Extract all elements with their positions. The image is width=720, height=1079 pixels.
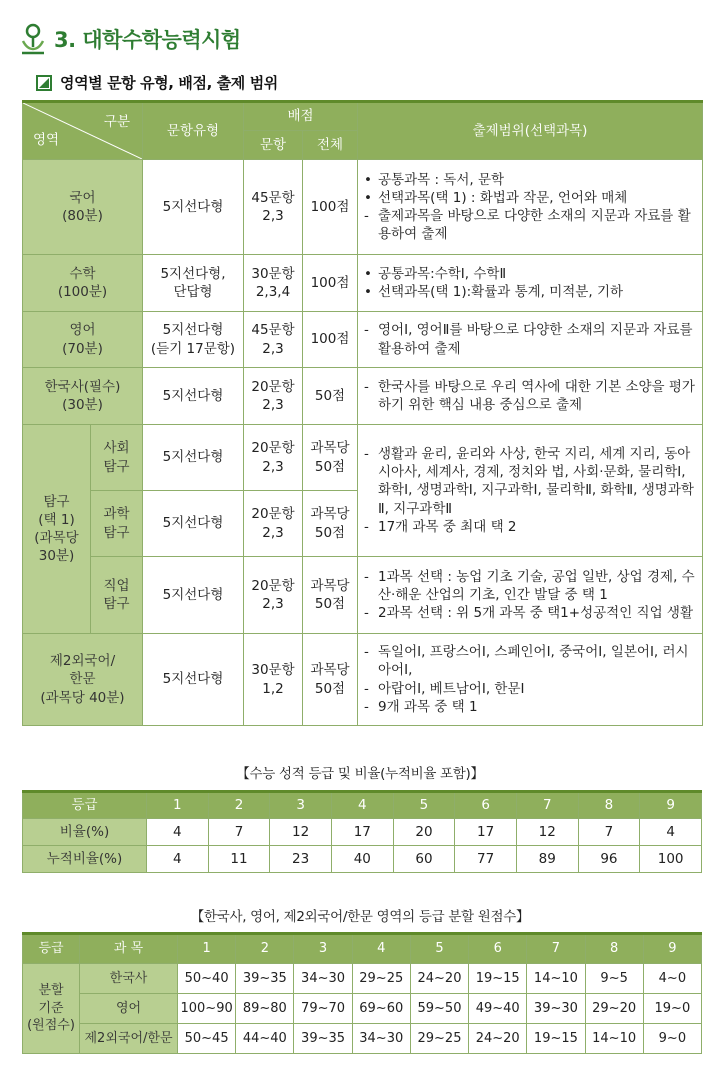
header-cell: 8 <box>578 792 640 819</box>
table-cell: 40 <box>331 846 393 873</box>
range-cell <box>358 425 703 557</box>
table-cell: 17 <box>331 819 393 846</box>
cell-line: 5지선다형 <box>162 671 224 688</box>
cell-line: 5지선다형 <box>162 515 224 532</box>
bullet-marker: - <box>364 568 369 585</box>
type-cell <box>143 255 244 312</box>
bullet-marker: - <box>364 518 369 535</box>
cell-line: 2,3 <box>262 397 284 413</box>
table-cell: 17 <box>455 819 517 846</box>
sub-social <box>91 425 143 491</box>
cell-line: 20문항 <box>251 440 295 457</box>
cell-line: (100분) <box>57 284 108 300</box>
subject-cell: 한국사 <box>80 964 178 994</box>
range-text: 선택과목(택 1):확률과 통계, 미적분, 기하 <box>378 284 624 300</box>
cell-line: 5지선다형 <box>162 198 224 215</box>
cell-line: 5지선다형 <box>162 586 224 603</box>
items-cell <box>244 312 303 368</box>
range-item <box>364 643 696 679</box>
header-cell: 과 목 <box>80 934 178 964</box>
table-cell: 20 <box>393 819 455 846</box>
range-text: 출제과목을 바탕으로 다양한 소재의 지문과 자료를 활용하여 출제 <box>378 208 691 243</box>
table-cell: 비율(%) <box>23 819 147 846</box>
cell-line: 45문항 <box>251 189 295 206</box>
table-cell: 12 <box>516 819 578 846</box>
range-text: 생활과 윤리, 윤리와 사상, 한국 지리, 세계 지리, 동아시아사, 세계사, 경제, 정치와 법, 사회·문화, 물리학Ⅰ, 화학Ⅰ, 생명과학Ⅰ, 지구과학Ⅰ, 물리학Ⅱ, 화학Ⅱ, 생명과학Ⅱ, 지구과학Ⅱ <box>378 445 694 517</box>
range-item <box>364 518 696 536</box>
cell-line: 30문항 <box>251 265 295 282</box>
range-item <box>364 283 696 301</box>
cell-line: 탐구 <box>43 493 70 510</box>
table-cell: 19~15 <box>469 964 527 994</box>
range-cell <box>358 557 703 634</box>
table-cell: 34~30 <box>294 964 352 994</box>
bullet-marker: - <box>364 680 369 697</box>
cell-line: 20문항 <box>251 577 295 594</box>
range-item <box>364 568 696 604</box>
cell-line: 20문항 <box>251 378 295 395</box>
type-cell <box>143 491 244 557</box>
grade-cut-table <box>22 932 702 1054</box>
cell-line: 100점 <box>310 198 350 215</box>
table-cell: 7 <box>208 819 270 846</box>
cell-line: 2,3 <box>262 596 284 612</box>
header-diagonal-cell <box>23 102 143 160</box>
header-cell: 5 <box>410 934 468 964</box>
cell-line: 과목당 <box>310 577 350 594</box>
area-english <box>23 312 143 368</box>
bullet-marker: • <box>364 171 372 188</box>
header-cell: 4 <box>352 934 410 964</box>
range-cell <box>358 160 703 255</box>
items-cell <box>244 557 303 634</box>
table-cell: 79~70 <box>294 994 352 1024</box>
items-cell <box>244 368 303 425</box>
table-cell: 39~30 <box>527 994 585 1024</box>
total-cell <box>303 255 358 312</box>
header-cell: 등급 <box>23 792 147 819</box>
range-item <box>364 189 696 207</box>
cell-line: 한문 <box>69 671 96 688</box>
table-row <box>23 819 702 846</box>
type-cell <box>143 557 244 634</box>
table-cell: 77 <box>455 846 517 873</box>
cell-line: 2,3 <box>262 208 284 224</box>
cell-line: 국어 <box>69 189 96 206</box>
items-cell <box>244 491 303 557</box>
cell-line: 50점 <box>314 680 346 697</box>
cell-line: 2,3,4 <box>255 284 291 300</box>
page-title: 3. 대학수학능력시험 <box>54 28 241 52</box>
header-cell: 5 <box>393 792 455 819</box>
cell-line: 5지선다형 <box>162 322 224 339</box>
table-cell: 4 <box>147 846 209 873</box>
cell-line: 30문항 <box>251 662 295 679</box>
cell-line: (듣기 17문항) <box>150 340 236 357</box>
header-cell: 2 <box>208 792 270 819</box>
cell-line: 2,3 <box>262 340 284 357</box>
cell-line: 100점 <box>310 331 350 348</box>
header-cell: 1 <box>178 934 236 964</box>
range-text: 공통과목 : 독서, 문학 <box>378 171 505 188</box>
table-cell: 100~90 <box>178 994 236 1024</box>
subsection-heading <box>36 72 278 93</box>
range-text: 17개 과목 중 최대 택 2 <box>378 518 517 535</box>
cell-line: (80분) <box>62 208 103 224</box>
bullet-marker: - <box>364 445 369 462</box>
table-cell: 44~40 <box>236 1024 294 1054</box>
cell-line: 탐구 <box>103 596 130 612</box>
header-items: 문항 <box>244 131 303 160</box>
sub-science <box>91 491 143 557</box>
table-cell: 49~40 <box>469 994 527 1024</box>
subject-cell: 영어 <box>80 994 178 1024</box>
range-item <box>364 207 696 243</box>
range-text: 영어Ⅰ, 영어Ⅱ를 바탕으로 다양한 소재의 지문과 자료를 활용하여 출제 <box>378 322 693 357</box>
table-cell: 23 <box>270 846 332 873</box>
header-cell: 7 <box>516 792 578 819</box>
table-cell: 39~35 <box>236 964 294 994</box>
range-item <box>364 321 696 357</box>
table-cell: 12 <box>270 819 332 846</box>
table-cell: 34~30 <box>352 1024 410 1054</box>
table-cell: 19~15 <box>527 1024 585 1054</box>
range-item <box>364 265 696 283</box>
header-cell: 6 <box>455 792 517 819</box>
table-cell: 60 <box>393 846 455 873</box>
type-cell <box>143 160 244 255</box>
table-cell: 29~20 <box>585 994 643 1024</box>
header-score: 배점 <box>244 102 358 131</box>
cell-line: 45문항 <box>251 322 295 339</box>
table-cell: 89 <box>516 846 578 873</box>
table-cell: 50~40 <box>178 964 236 994</box>
header-gubun: 구분 <box>103 114 130 130</box>
cell-line: 영어 <box>69 322 96 339</box>
bullet-marker: • <box>364 189 372 206</box>
table-cell: 4 <box>640 819 702 846</box>
cell-line: (과목당 40분) <box>40 689 125 706</box>
cell-line: 50점 <box>314 387 346 404</box>
cut-caption: 【한국사, 영어, 제2외국어/한문 영역의 등급 분할 원점수】 <box>190 909 530 925</box>
range-text: 아랍어Ⅰ, 베트남어Ⅰ, 한문Ⅰ <box>378 680 525 697</box>
table-cell: 69~60 <box>352 994 410 1024</box>
items-cell <box>244 160 303 255</box>
table-row <box>23 1024 702 1054</box>
cell-line: 제2외국어/ <box>49 653 116 670</box>
cell-line: 50점 <box>314 458 346 475</box>
items-cell <box>244 255 303 312</box>
items-cell <box>244 634 303 726</box>
type-cell <box>143 425 244 491</box>
total-cell <box>303 312 358 368</box>
cell-line: 30분) <box>38 548 75 565</box>
area-history <box>23 368 143 425</box>
cell-line: 탐구 <box>103 524 130 541</box>
header-cell: 1 <box>147 792 209 819</box>
cell-line: 5지선다형 <box>162 387 224 404</box>
table-cell: 39~35 <box>294 1024 352 1054</box>
cell-line: 사회 <box>103 440 130 457</box>
table-cell: 100 <box>640 846 702 873</box>
range-item <box>364 445 696 518</box>
square-corner-icon <box>36 75 52 91</box>
cell-line: 직업 <box>103 577 130 594</box>
cell-line: 기준 <box>38 1000 64 1016</box>
ratio-caption: 【수능 성적 등급 및 비율(누적비율 포함)】 <box>236 766 484 782</box>
header-cell: 등급 <box>23 934 80 964</box>
table-cell: 14~10 <box>527 964 585 994</box>
range-cell <box>358 368 703 425</box>
cell-line: 5지선다형, <box>160 265 226 282</box>
area-inquiry <box>23 425 91 634</box>
range-text: 한국사를 바탕으로 우리 역사에 대한 기본 소양을 평가하기 위한 핵심 내용 중심으로 출제 <box>378 378 695 413</box>
range-item <box>364 680 696 698</box>
range-text: 독일어Ⅰ, 프랑스어Ⅰ, 스페인어Ⅰ, 중국어Ⅰ, 일본어Ⅰ, 러시아어Ⅰ, <box>378 644 689 679</box>
header-area: 영역 <box>33 131 60 148</box>
header-cell: 3 <box>270 792 332 819</box>
bullet-marker: - <box>364 378 369 395</box>
header-cell: 8 <box>585 934 643 964</box>
cell-line: (과목당 <box>34 530 79 546</box>
cell-line: (택 1) <box>38 511 75 528</box>
header-cell: 7 <box>527 934 585 964</box>
total-cell <box>303 491 358 557</box>
header-cell: 2 <box>236 934 294 964</box>
area-korean <box>23 160 143 255</box>
range-text: 선택과목(택 1) : 화법과 작문, 언어와 매체 <box>378 189 628 206</box>
cell-line: 2,3 <box>262 458 284 475</box>
range-cell <box>358 312 703 368</box>
table-cell: 19~0 <box>643 994 701 1024</box>
section-title <box>20 22 241 56</box>
table-cell: 29~25 <box>352 964 410 994</box>
person-leaf-icon <box>20 23 46 55</box>
header-cell: 9 <box>640 792 702 819</box>
cell-line: 50점 <box>314 596 346 612</box>
bullet-marker: - <box>364 605 369 622</box>
range-cell <box>358 634 703 726</box>
group-label <box>23 964 80 1054</box>
total-cell <box>303 368 358 425</box>
total-cell <box>303 425 358 491</box>
cell-line: 과목당 <box>310 506 350 523</box>
cell-line: 분할 <box>38 983 64 999</box>
range-cell <box>358 255 703 312</box>
table-cell: 9~5 <box>585 964 643 994</box>
range-item <box>364 698 696 716</box>
table-cell: 11 <box>208 846 270 873</box>
table-row <box>23 994 702 1024</box>
table-cell: 9~0 <box>643 1024 701 1054</box>
table-cell: 24~20 <box>410 964 468 994</box>
area-math <box>23 255 143 312</box>
table-row <box>23 846 702 873</box>
area-foreign <box>23 634 143 726</box>
header-type: 문항유형 <box>143 102 244 160</box>
subject-table <box>22 100 703 726</box>
cell-line: 5지선다형 <box>162 449 224 466</box>
cell-line: 과목당 <box>310 440 350 457</box>
range-item <box>364 604 696 622</box>
bullet-marker: • <box>364 265 372 282</box>
cell-line: 단답형 <box>173 284 213 300</box>
bullet-marker: - <box>364 698 369 715</box>
type-cell <box>143 634 244 726</box>
table-cell: 59~50 <box>410 994 468 1024</box>
subtitle: 영역별 문항 유형, 배점, 출제 범위 <box>60 74 278 92</box>
cell-line: 1,2 <box>262 680 284 697</box>
table-cell: 14~10 <box>585 1024 643 1054</box>
items-cell <box>244 425 303 491</box>
table-row <box>23 792 702 819</box>
sub-vocational <box>91 557 143 634</box>
total-cell <box>303 557 358 634</box>
header-range: 출제범위(선택과목) <box>358 102 703 160</box>
range-text: 공통과목:수학Ⅰ, 수학Ⅱ <box>378 265 507 282</box>
table-cell: 29~25 <box>410 1024 468 1054</box>
cell-line: (30분) <box>62 397 103 413</box>
cell-line: (70분) <box>62 340 103 357</box>
bullet-marker: - <box>364 322 369 339</box>
cell-line: 2,3 <box>262 524 284 541</box>
table-cell: 89~80 <box>236 994 294 1024</box>
header-total: 전체 <box>303 131 358 160</box>
header-cell: 3 <box>294 934 352 964</box>
table-cell: 50~45 <box>178 1024 236 1054</box>
type-cell <box>143 368 244 425</box>
bullet-marker: • <box>364 284 372 300</box>
range-text: 9개 과목 중 택 1 <box>378 698 478 715</box>
range-text: 1과목 선택 : 농업 기초 기술, 공업 일반, 상업 경제, 수산·해운 산업의 기초, 인간 발달 중 택 1 <box>378 568 695 603</box>
total-cell <box>303 634 358 726</box>
table-header-row <box>23 934 702 964</box>
table-cell: 7 <box>578 819 640 846</box>
header-cell: 4 <box>331 792 393 819</box>
range-item <box>364 171 696 189</box>
range-text: 2과목 선택 : 위 5개 과목 중 택1+성공적인 직업 생활 <box>378 605 693 622</box>
cell-line: 과학 <box>103 506 130 523</box>
range-item <box>364 378 696 414</box>
table-cell: 누적비율(%) <box>23 846 147 873</box>
cell-line: 탐구 <box>103 458 130 475</box>
table-row <box>23 964 702 994</box>
subject-cell: 제2외국어/한문 <box>80 1024 178 1054</box>
total-cell <box>303 160 358 255</box>
cell-line: 수학 <box>69 265 96 282</box>
cell-line: (원점수) <box>27 1018 75 1034</box>
cell-line: 과목당 <box>310 662 350 679</box>
header-cell: 6 <box>469 934 527 964</box>
cell-line: 한국사(필수) <box>44 378 121 395</box>
header-cell: 9 <box>643 934 701 964</box>
cell-line: 100점 <box>310 274 350 291</box>
bullet-marker: - <box>364 644 369 661</box>
bullet-marker: - <box>364 208 369 224</box>
table-cell: 24~20 <box>469 1024 527 1054</box>
cell-line: 50점 <box>314 524 346 541</box>
table-cell: 96 <box>578 846 640 873</box>
table-cell: 4 <box>147 819 209 846</box>
type-cell <box>143 312 244 368</box>
grade-ratio-table <box>22 790 702 873</box>
table-cell: 4~0 <box>643 964 701 994</box>
cell-line: 20문항 <box>251 506 295 523</box>
